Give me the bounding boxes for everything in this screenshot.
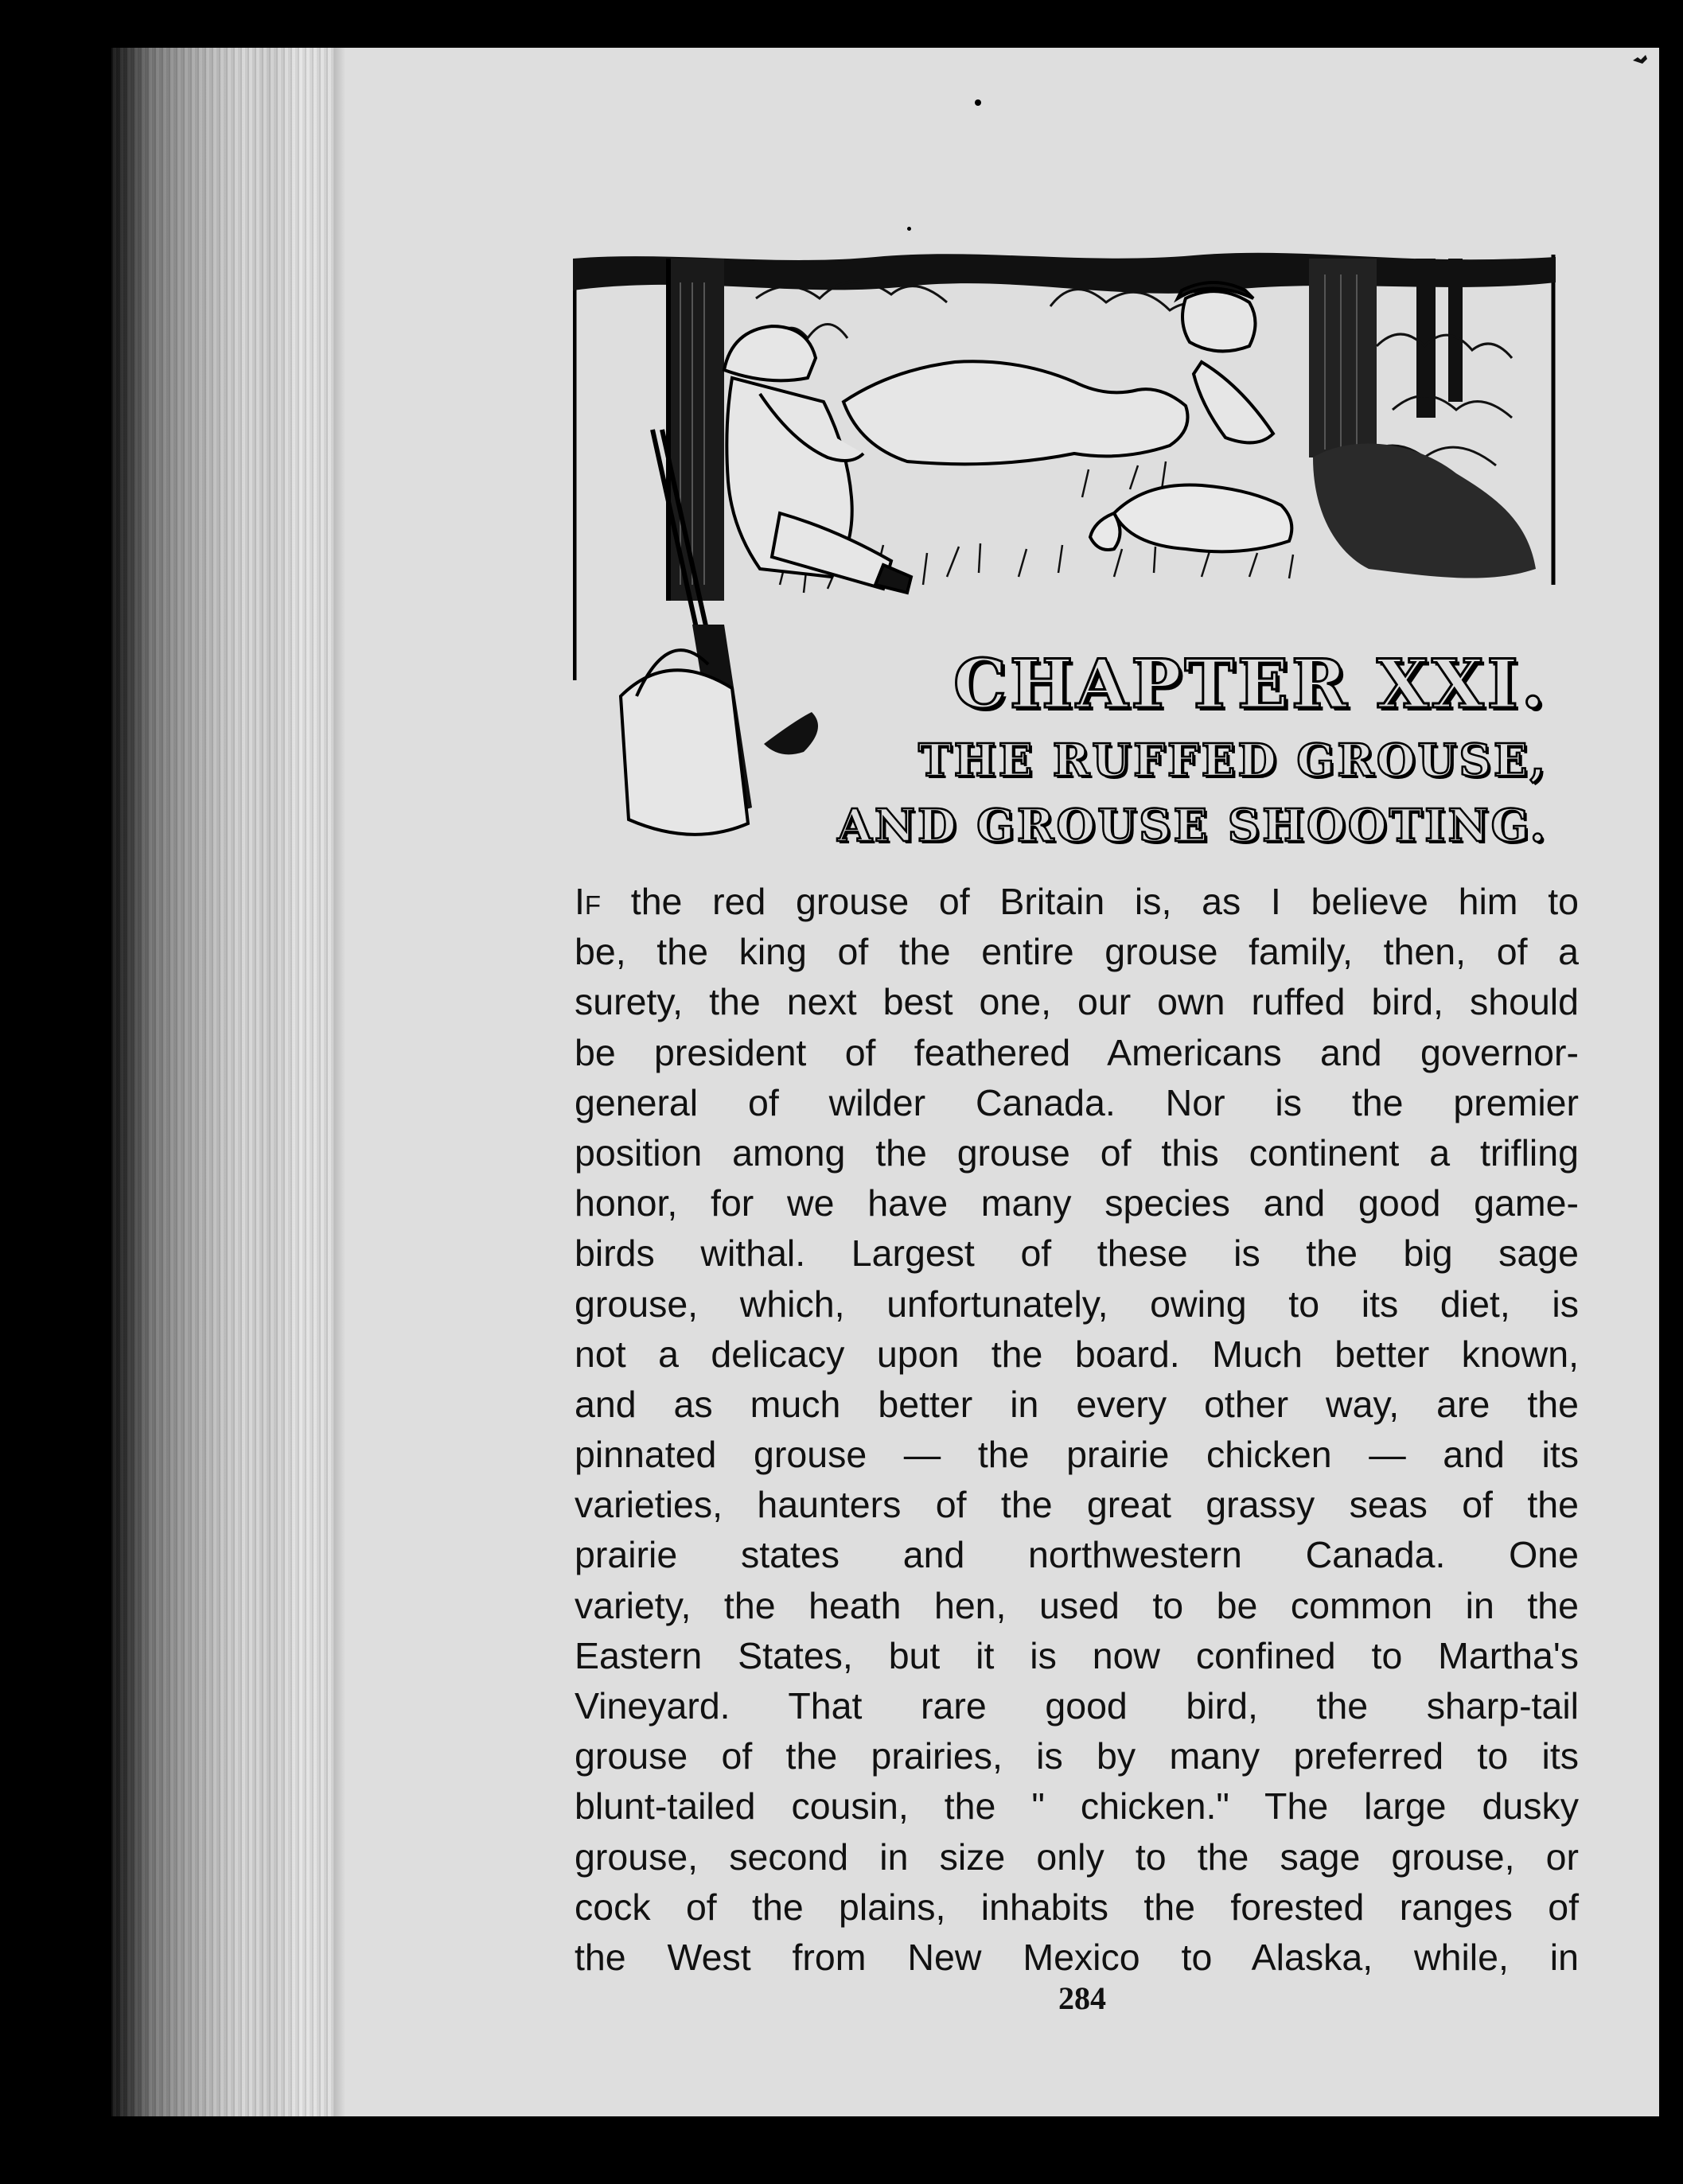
text-line: honor, for we have many species and good game-: [575, 1182, 1579, 1224]
page-stack-edge: [111, 48, 334, 2116]
ink-speck-icon: [1631, 53, 1649, 67]
chapter-subtitle-line-2: AND GROUSE SHOOTING.: [837, 800, 1548, 852]
text-line: surety, the next best one, our own ruffed bird, should: [575, 981, 1579, 1023]
text-line: Vineyard. That rare good bird, the sharp-tail: [575, 1685, 1579, 1727]
text-line: prairie states and northwestern Canada. One: [575, 1534, 1579, 1576]
text-line: general of wilder Canada. Nor is the premier: [575, 1081, 1579, 1123]
text-line: varieties, haunters of the great grassy seas of the: [575, 1484, 1579, 1526]
text-line: Eastern States, but it is now confined to Martha's: [575, 1634, 1579, 1676]
text-line: position among the grouse of this continent a trifling: [575, 1131, 1579, 1174]
text-line: cock of the plains, inhabits the forested ranges of: [575, 1886, 1579, 1928]
text-line: If the red grouse of Britain is, as I believe him to: [575, 881, 1579, 922]
text-line: grouse, second in size only to the sage grouse, or: [575, 1836, 1579, 1878]
text-line: be president of feathered Americans and governor-: [575, 1031, 1579, 1073]
chapter-subtitle-line-1: THE RUFFED GROUSE,: [918, 734, 1548, 787]
chapter-heading: [837, 644, 1548, 852]
text-line: be, the king of the entire grouse family, then, of a: [575, 931, 1579, 973]
text-line: birds withal. Largest of these is the big sage: [575, 1232, 1579, 1275]
text-line: the West from New Mexico to Alaska, while, in: [575, 1936, 1579, 1978]
text-line: and as much better in every other way, are the: [575, 1383, 1579, 1425]
text-line: blunt-tailed cousin, the " chicken." The large dusky: [575, 1785, 1579, 1828]
page-number: 284: [1058, 1980, 1106, 2016]
ink-speck-icon: [907, 227, 911, 231]
drop-word: If: [575, 881, 602, 922]
chapter-title: CHAPTER XXI.: [953, 644, 1548, 723]
text-line: variety, the heath hen, used to be common in the: [575, 1584, 1579, 1626]
text-line: grouse of the prairies, is by many preferred to its: [575, 1735, 1579, 1777]
ink-speck-icon: [975, 99, 981, 106]
body-text: [575, 877, 1579, 1983]
text-line: grouse, which, unfortunately, owing to its diet, is: [575, 1283, 1579, 1325]
text-line: pinnated grouse — the prairie chicken — and its: [575, 1434, 1579, 1476]
text-line: not a delicacy upon the board. Much better known,: [575, 1333, 1579, 1375]
